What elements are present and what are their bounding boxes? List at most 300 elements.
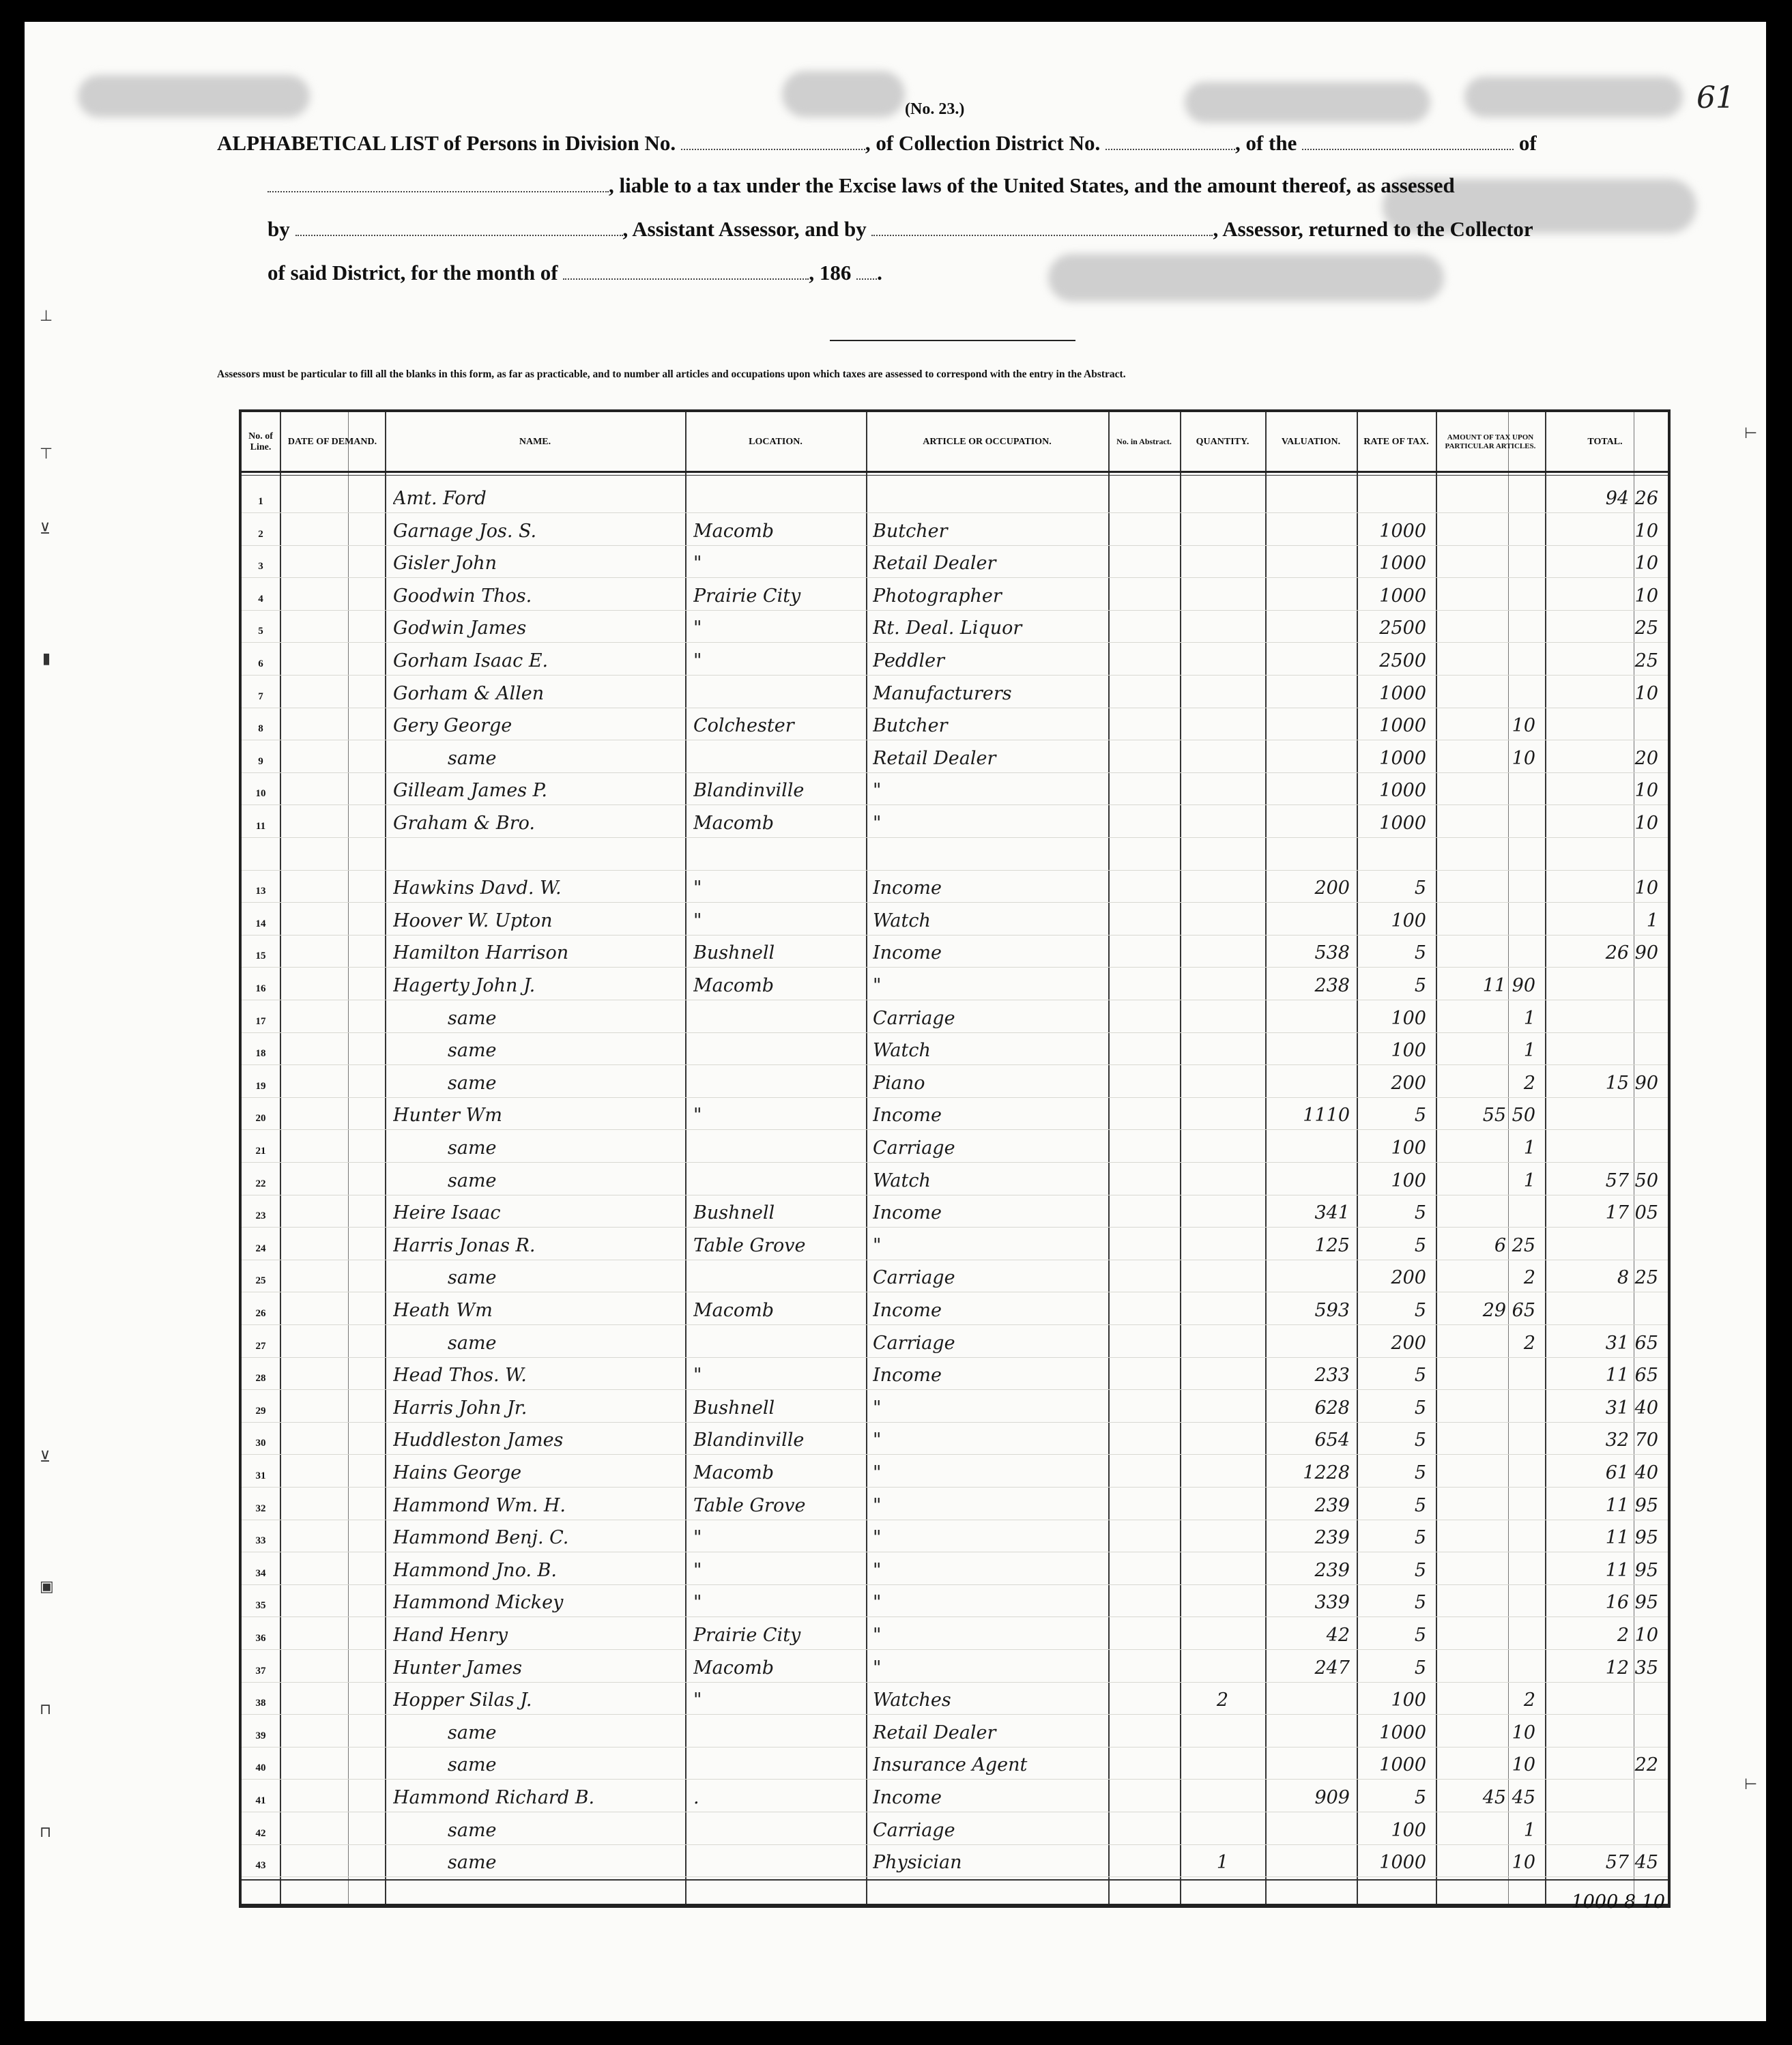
amount-cell: 6 25	[1494, 1234, 1535, 1256]
table-row	[242, 1390, 1668, 1423]
line-number	[242, 838, 280, 870]
line-number: 25	[255, 1275, 266, 1287]
edge-mark: ⊻	[40, 1448, 51, 1465]
amount-cell	[1440, 1195, 1535, 1227]
total-cell: 22	[1634, 1754, 1658, 1776]
rate-cell: 2500	[1379, 650, 1426, 671]
taxpayer-name: Gery George	[393, 715, 512, 737]
amount-cell	[1440, 643, 1535, 675]
amount-cell	[1440, 1422, 1535, 1454]
location-cell: "	[693, 910, 702, 931]
table-row	[242, 805, 1668, 838]
amount-cell: 10	[1512, 747, 1535, 769]
line-number: 23	[255, 1210, 266, 1222]
rate-cell: 5	[1414, 1494, 1426, 1516]
line-number: 7	[258, 691, 263, 702]
amount-cell	[1440, 1650, 1535, 1682]
taxpayer-name: same	[448, 1170, 497, 1191]
table-row	[242, 1617, 1668, 1650]
total-cell	[1549, 1780, 1658, 1812]
taxpayer-name: Gorham & Allen	[393, 682, 545, 704]
quantity-cell	[1180, 1292, 1265, 1324]
valuation-cell	[1265, 676, 1350, 708]
total-cell: 10	[1634, 553, 1658, 575]
location-cell	[693, 676, 863, 708]
rate-cell: 5	[1414, 878, 1426, 899]
col-header-location: LOCATION.	[749, 436, 803, 447]
total-cell	[1549, 1812, 1658, 1844]
location-cell	[693, 1260, 863, 1292]
quantity-cell	[1180, 1195, 1265, 1227]
amount-cell	[1440, 1520, 1535, 1552]
amount-cell	[1440, 513, 1535, 545]
instruction-note: Assessors must be particular to fill all the blanks in this form, as far as practicable, and to number all articles and occupations upon which taxes are assessed to correspond with the entry in the Abstract.	[217, 368, 1126, 380]
total-cell: 31 40	[1605, 1397, 1658, 1419]
line-number: 22	[255, 1178, 266, 1189]
header-divider	[830, 340, 1075, 341]
total-cell: 10	[1634, 878, 1658, 899]
amount-cell: 10	[1512, 1722, 1535, 1743]
table-row	[242, 1065, 1668, 1098]
edge-mark: ⊓	[40, 1823, 52, 1840]
quantity-cell	[1180, 935, 1265, 967]
col-header-line-no: No. of Line.	[248, 431, 273, 452]
line-number: 28	[255, 1373, 266, 1384]
article-cell: Income	[873, 1202, 942, 1224]
line-number: 16	[255, 983, 266, 994]
valuation-cell	[1265, 1130, 1350, 1162]
taxpayer-name: Graham & Bro.	[393, 813, 535, 834]
amount-cell	[1440, 1390, 1535, 1422]
quantity-cell	[1180, 1130, 1265, 1162]
amount-cell: 10	[1512, 1754, 1535, 1776]
amount-cell	[1440, 545, 1535, 577]
article-cell: "	[873, 1234, 882, 1256]
rate-cell: 5	[1414, 1527, 1426, 1549]
location-cell	[693, 1065, 863, 1097]
total-cell	[1549, 968, 1658, 1000]
location-cell: Blandinville	[693, 780, 805, 802]
location-cell: .	[693, 1787, 699, 1808]
rate-cell: 1000	[1379, 747, 1426, 769]
taxpayer-name: same	[448, 1267, 497, 1289]
total-cell	[1549, 1097, 1658, 1129]
article-cell: Income	[873, 1787, 942, 1808]
article-cell: "	[873, 975, 882, 996]
rate-cell: 5	[1414, 1365, 1426, 1387]
amount-cell: 1	[1523, 1137, 1535, 1159]
taxpayer-name: Hand Henry	[393, 1625, 508, 1646]
article-cell: "	[873, 1462, 882, 1483]
table-row	[242, 1715, 1668, 1747]
valuation-cell: 239	[1314, 1494, 1350, 1516]
total-cell	[1549, 708, 1658, 740]
article-cell: Income	[873, 1300, 942, 1321]
valuation-cell	[1265, 1065, 1350, 1097]
document-page	[25, 22, 1766, 2021]
location-cell: Bushnell	[693, 1397, 775, 1419]
article-cell: Retail Dealer	[873, 1722, 996, 1743]
line-number: 2	[258, 528, 263, 540]
location-cell: "	[693, 553, 702, 575]
line-number: 24	[255, 1243, 266, 1254]
taxpayer-name: same	[448, 747, 497, 769]
amount-cell: 1	[1523, 1819, 1535, 1841]
article-cell: Income	[873, 1365, 942, 1387]
table-row	[242, 1325, 1668, 1358]
quantity-cell	[1180, 1357, 1265, 1389]
quantity-cell	[1180, 968, 1265, 1000]
valuation-cell: 200	[1314, 878, 1350, 899]
article-cell: Carriage	[873, 1819, 955, 1841]
line-number: 20	[255, 1113, 266, 1125]
rate-cell: 100	[1391, 1040, 1426, 1062]
valuation-cell: 239	[1314, 1559, 1350, 1581]
location-cell	[693, 480, 863, 512]
line-number: 18	[255, 1048, 266, 1060]
quantity-cell	[1180, 643, 1265, 675]
quantity-cell	[1180, 740, 1265, 772]
total-cell	[1549, 1292, 1658, 1324]
total-cell: 2 10	[1617, 1625, 1658, 1646]
total-cell: 10	[1634, 813, 1658, 834]
location-cell: "	[693, 1689, 702, 1711]
amount-cell: 1	[1523, 1007, 1535, 1029]
edge-mark: ⊥	[40, 307, 53, 324]
line-number: 11	[255, 821, 266, 832]
rate-cell: 5	[1414, 975, 1426, 996]
line-number: 15	[255, 951, 266, 962]
article-cell: Piano	[873, 1072, 925, 1094]
article-cell: "	[873, 1592, 882, 1614]
valuation-cell	[1265, 903, 1350, 935]
taxpayer-name: same	[448, 1040, 497, 1062]
redacted-area	[782, 71, 905, 117]
taxpayer-name: Hamilton Harrison	[393, 942, 569, 964]
quantity-cell	[1180, 1163, 1265, 1195]
edge-mark: ⊻	[40, 520, 51, 537]
location-cell: Bushnell	[693, 1202, 775, 1224]
rate-cell: 1000	[1379, 813, 1426, 834]
location-cell	[693, 740, 863, 772]
rate-cell: 5	[1414, 1202, 1426, 1224]
article-cell	[873, 480, 1105, 512]
valuation-cell: 909	[1314, 1787, 1350, 1808]
table-row	[242, 545, 1668, 578]
total-cell: 31 65	[1605, 1332, 1658, 1354]
edge-mark: ▮	[42, 650, 51, 667]
total-cell: 25	[1634, 618, 1658, 639]
valuation-cell	[1265, 643, 1350, 675]
total-cell: 10	[1634, 585, 1658, 607]
location-cell	[693, 1130, 863, 1162]
quantity-cell	[1180, 903, 1265, 935]
taxpayer-name: Godwin James	[393, 618, 527, 639]
quantity-cell	[1180, 1520, 1265, 1552]
quantity-cell	[1180, 1650, 1265, 1682]
valuation-cell	[1265, 1812, 1350, 1844]
rate-cell: 200	[1391, 1267, 1426, 1289]
line-number: 31	[255, 1470, 266, 1481]
redacted-area	[1464, 76, 1683, 117]
valuation-cell: 247	[1314, 1657, 1350, 1679]
rate-cell: 5	[1414, 1430, 1426, 1451]
taxpayer-name: Hunter James	[393, 1657, 522, 1679]
quantity-cell	[1180, 1455, 1265, 1487]
table-row	[242, 1097, 1668, 1130]
article-cell: Income	[873, 878, 942, 899]
taxpayer-name: Hammond Mickey	[393, 1592, 564, 1614]
rate-cell: 5	[1414, 942, 1426, 964]
line-number: 34	[255, 1567, 266, 1579]
rate-cell: 100	[1391, 1689, 1426, 1711]
table-row	[242, 676, 1668, 708]
col-header-quantity: QUANTITY.	[1196, 436, 1249, 447]
article-cell: "	[873, 1397, 882, 1419]
table-row	[242, 1292, 1668, 1325]
location-cell: "	[693, 1559, 702, 1581]
rate-cell: 5	[1414, 1657, 1426, 1679]
total-cell	[1549, 1032, 1658, 1064]
edge-mark: ⊓	[40, 1700, 52, 1717]
location-cell: "	[693, 878, 702, 899]
valuation-cell	[1265, 1000, 1350, 1032]
table-row	[242, 903, 1668, 936]
col-header-article: ARTICLE OR OCCUPATION.	[923, 436, 1052, 447]
taxpayer-name: Goodwin Thos.	[393, 585, 532, 607]
quantity-cell	[1180, 805, 1265, 837]
article-cell: "	[873, 1559, 882, 1581]
line-number: 8	[258, 723, 263, 735]
line-number: 17	[255, 1015, 266, 1027]
rate-cell: 5	[1414, 1462, 1426, 1483]
amount-cell	[1440, 1584, 1535, 1616]
total-cell: 10	[1634, 780, 1658, 802]
valuation-cell	[1265, 578, 1350, 610]
quantity-cell: 2	[1216, 1689, 1229, 1711]
table-row	[242, 480, 1668, 513]
amount-cell	[1440, 903, 1535, 935]
table-row	[242, 838, 1668, 871]
col-header-abstract: No. in Abstract.	[1116, 437, 1172, 447]
rate-cell: 5	[1414, 1559, 1426, 1581]
valuation-cell	[1265, 1747, 1350, 1779]
location-cell: Colchester	[693, 715, 794, 737]
total-cell: 17 05	[1605, 1202, 1658, 1224]
valuation-cell: 538	[1314, 942, 1350, 964]
taxpayer-name: Heath Wm	[393, 1300, 493, 1321]
header-line-1: ALPHABETICAL LIST of Persons in Division No. , of Collection District No. , of the of	[217, 131, 1537, 155]
quantity-cell	[1180, 513, 1265, 545]
line-number: 29	[255, 1405, 266, 1417]
amount-cell: 2	[1523, 1267, 1535, 1289]
taxpayer-name: Hawkins Davd. W.	[393, 878, 562, 899]
line-number: 40	[255, 1763, 266, 1774]
rate-cell: 1000	[1379, 585, 1426, 607]
valuation-cell: 654	[1314, 1430, 1350, 1451]
valuation-cell	[1265, 1260, 1350, 1292]
location-cell: "	[693, 1365, 702, 1387]
amount-cell: 1	[1523, 1170, 1535, 1191]
table-row	[242, 1844, 1668, 1877]
line-number: 4	[258, 593, 263, 605]
grand-total: 1000 8 10	[1571, 1891, 1665, 1913]
valuation-cell: 125	[1314, 1234, 1350, 1256]
location-cell	[693, 1325, 863, 1357]
total-cell: 11 95	[1605, 1494, 1658, 1516]
table-row	[242, 1488, 1668, 1520]
rate-cell: 5	[1414, 1592, 1426, 1614]
taxpayer-name: same	[448, 1754, 497, 1776]
location-cell: Bushnell	[693, 942, 775, 964]
valuation-cell: 42	[1326, 1625, 1350, 1646]
table-row	[242, 513, 1668, 546]
article-cell: Carriage	[873, 1332, 955, 1354]
total-cell: 10	[1634, 520, 1658, 542]
redacted-area	[78, 75, 310, 117]
taxpayer-name: Gorham Isaac E.	[393, 650, 549, 671]
article-cell	[873, 838, 1105, 870]
table-row	[242, 1455, 1668, 1488]
rate-cell: 1000	[1379, 780, 1426, 802]
col-header-name: NAME.	[519, 436, 551, 447]
location-cell	[693, 1163, 863, 1195]
quantity-cell	[1180, 1390, 1265, 1422]
taxpayer-name: same	[448, 1852, 497, 1874]
quantity-cell	[1180, 1780, 1265, 1812]
total-cell: 57 50	[1605, 1170, 1658, 1191]
table-row	[242, 1195, 1668, 1228]
article-cell: "	[873, 1527, 882, 1549]
location-cell: Macomb	[693, 1657, 775, 1679]
location-cell: Blandinville	[693, 1430, 805, 1451]
article-cell: "	[873, 1657, 882, 1679]
total-cell	[1549, 838, 1658, 870]
quantity-cell	[1180, 1422, 1265, 1454]
line-number: 42	[255, 1827, 266, 1839]
table-row	[242, 935, 1668, 968]
taxpayer-name: Hammond Richard B.	[393, 1787, 595, 1808]
taxpayer-name: Heire Isaac	[393, 1202, 501, 1224]
quantity-cell	[1180, 1617, 1265, 1649]
quantity-cell	[1180, 578, 1265, 610]
line-number: 30	[255, 1438, 266, 1449]
table-row	[242, 772, 1668, 805]
article-cell: Watch	[873, 1170, 931, 1191]
total-cell	[1549, 1715, 1658, 1747]
total-cell: 10	[1634, 682, 1658, 704]
line-number: 35	[255, 1600, 266, 1612]
article-cell: Carriage	[873, 1267, 955, 1289]
total-cell: 25	[1634, 650, 1658, 671]
amount-cell	[1440, 578, 1535, 610]
valuation-cell: 239	[1314, 1527, 1350, 1549]
amount-cell	[1440, 480, 1535, 512]
table-row	[242, 1228, 1668, 1260]
col-header-valuation: VALUATION.	[1281, 436, 1341, 447]
edge-mark: ⊤	[40, 445, 53, 462]
table-row	[242, 1812, 1668, 1845]
valuation-cell	[1265, 545, 1350, 577]
taxpayer-name: Hagerty John J.	[393, 975, 536, 996]
taxpayer-name: same	[448, 1072, 497, 1094]
col-header-total: TOTAL.	[1587, 436, 1623, 447]
line-number: 5	[258, 626, 263, 637]
col-header-date: DATE OF DEMAND.	[287, 436, 377, 447]
valuation-cell	[1265, 480, 1350, 512]
amount-cell: 10	[1512, 1852, 1535, 1874]
rate-cell: 1000	[1379, 1754, 1426, 1776]
line-number: 32	[255, 1503, 266, 1514]
total-cell: 1	[1646, 910, 1658, 931]
taxpayer-name: Gisler John	[393, 553, 497, 575]
quantity-cell	[1180, 676, 1265, 708]
amount-cell: 45 45	[1482, 1787, 1535, 1808]
amount-cell	[1440, 870, 1535, 902]
quantity-cell	[1180, 838, 1265, 870]
article-cell: "	[873, 780, 882, 802]
table-row	[242, 1584, 1668, 1617]
amount-cell	[1440, 1357, 1535, 1389]
taxpayer-name: Huddleston James	[393, 1430, 564, 1451]
quantity-cell	[1180, 1715, 1265, 1747]
table-row	[242, 1422, 1668, 1455]
valuation-cell: 1110	[1303, 1105, 1350, 1127]
article-cell: Insurance Agent	[873, 1754, 1028, 1776]
taxpayer-name: same	[448, 1722, 497, 1743]
article-cell: "	[873, 813, 882, 834]
quantity-cell	[1180, 1260, 1265, 1292]
rate-cell: 1000	[1379, 553, 1426, 575]
rate-cell	[1361, 480, 1426, 512]
quantity-cell	[1180, 1097, 1265, 1129]
quantity-cell	[1180, 1488, 1265, 1520]
location-cell: Table Grove	[693, 1494, 806, 1516]
article-cell: Income	[873, 942, 942, 964]
table-row	[242, 1682, 1668, 1715]
table-row	[242, 1032, 1668, 1065]
location-cell: Prairie City	[693, 1625, 801, 1646]
quantity-cell	[1180, 772, 1265, 804]
quantity-cell	[1180, 1032, 1265, 1064]
taxpayer-name: Hunter Wm	[393, 1105, 502, 1127]
line-number: 9	[258, 755, 263, 767]
article-cell: Retail Dealer	[873, 747, 996, 769]
taxpayer-name: Hammond Benj. C.	[393, 1527, 569, 1549]
quantity-cell	[1180, 1552, 1265, 1584]
location-cell: Macomb	[693, 813, 775, 834]
line-number: 13	[255, 886, 266, 897]
taxpayer-name: Amt. Ford	[393, 488, 487, 509]
taxpayer-name: Hains George	[393, 1462, 522, 1483]
article-cell: Peddler	[873, 650, 945, 671]
article-cell: Photographer	[873, 585, 1002, 607]
line-number: 39	[255, 1730, 266, 1741]
valuation-cell	[1265, 740, 1350, 772]
quantity-cell	[1180, 1065, 1265, 1097]
col-header-amount: AMOUNT OF TAX UPON PARTICULAR ARTICLES.	[1445, 433, 1536, 450]
amount-cell	[1440, 772, 1535, 804]
location-cell: "	[693, 1105, 702, 1127]
amount-cell	[1440, 1552, 1535, 1584]
article-cell: Retail Dealer	[873, 553, 996, 575]
article-cell: "	[873, 1430, 882, 1451]
rate-cell: 5	[1414, 1105, 1426, 1127]
valuation-cell	[1265, 1163, 1350, 1195]
table-row	[242, 1357, 1668, 1390]
table-row	[242, 1552, 1668, 1585]
total-cell	[1549, 1228, 1658, 1260]
